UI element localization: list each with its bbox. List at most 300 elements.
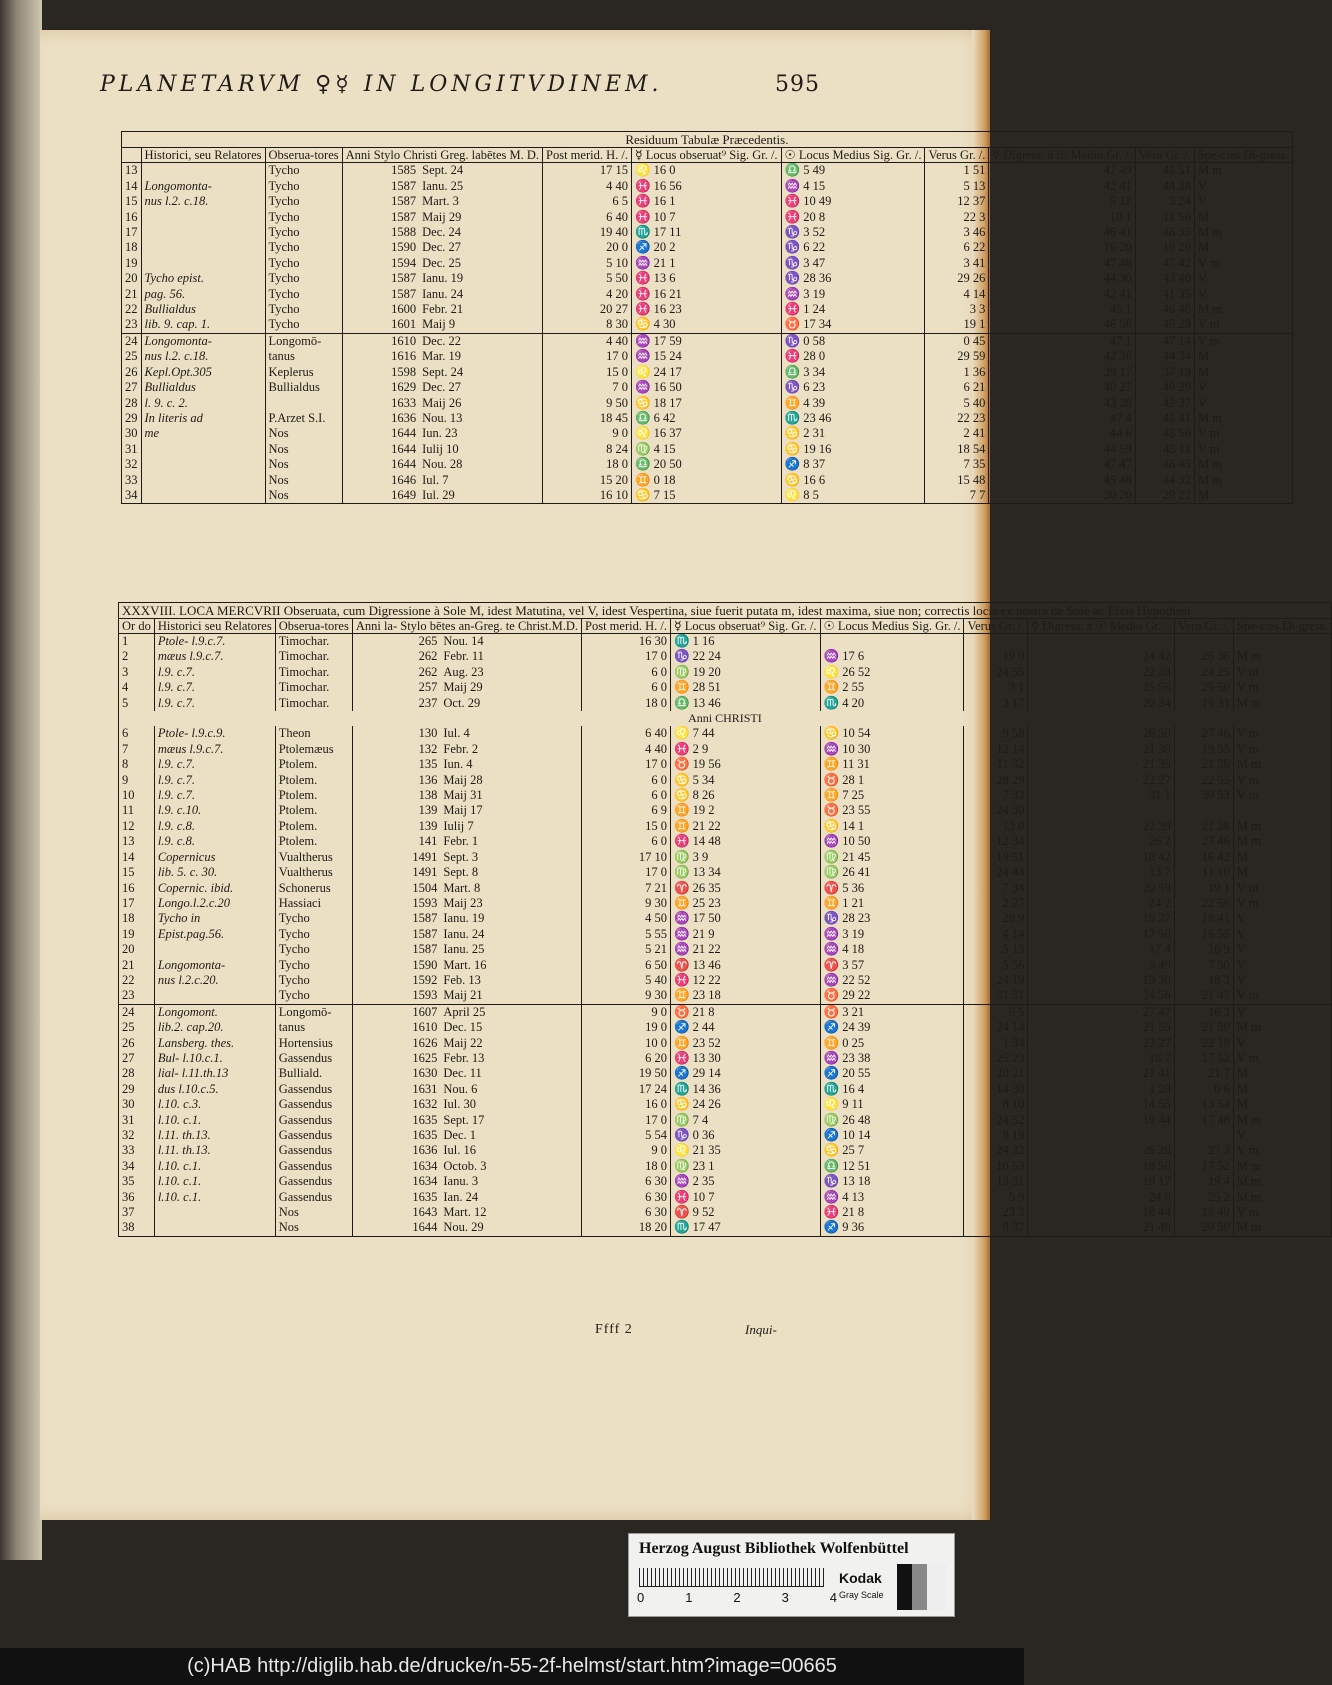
table-row <box>119 1174 1332 1189</box>
table-row <box>119 1205 1332 1220</box>
table-row <box>119 1143 1332 1158</box>
date-cell: Iul. 7 <box>419 473 542 488</box>
digress-medio-cell: 42 41 <box>989 287 1135 302</box>
observer-cell: Tycho <box>265 210 342 225</box>
row-number-cell: 22 <box>122 302 142 317</box>
locus-observed-cell: ♓ 16 21 <box>631 287 781 302</box>
date-cell: Ianu. 19 <box>419 271 542 286</box>
observer-cell: Nos <box>275 1205 352 1220</box>
time-cell: 9 30 <box>582 896 671 911</box>
time-cell: 6 9 <box>582 803 671 818</box>
locus-medius-cell: ♏ 4 20 <box>820 696 964 711</box>
digress-medio-cell: 44 6 <box>989 426 1135 441</box>
date-cell: Maij 17 <box>440 803 581 818</box>
species-cell: M m <box>1197 225 1222 240</box>
species-cell: V m <box>1194 333 1292 349</box>
digress-medio-cell: 31 1 <box>1028 788 1174 803</box>
locus-medius-cell: ♐ 20 55 <box>820 1066 964 1081</box>
observer-cell: Timochar. <box>275 680 352 695</box>
locus-medius-cell: ♓ 10 49 <box>781 194 925 209</box>
historian-cell: dus l.10.c.5. <box>154 1082 275 1097</box>
year-cell: 262 <box>418 649 438 664</box>
time-cell: 6 30 <box>582 1190 671 1205</box>
locus-medius-cell: ♓ 1 24 <box>781 302 925 317</box>
row-number-cell: 31 <box>122 442 142 457</box>
locus-medius-cell: ♑ 0 58 <box>781 333 925 349</box>
time-cell: 8 30 <box>543 317 632 333</box>
observer-cell: Gassendus <box>275 1159 352 1174</box>
digress-vero-cell: 27 46 <box>1174 834 1233 849</box>
locus-verus-cell: 24 14 <box>964 1020 1028 1035</box>
locus-medius-cell: ♍ 26 41 <box>820 865 964 880</box>
digress-medio-cell: 21 49 <box>1028 1220 1174 1236</box>
time-cell: 18 0 <box>582 696 671 711</box>
locus-verus-cell: 28 29 <box>964 773 1028 788</box>
species-cell: M m <box>1197 472 1222 487</box>
table-row <box>122 349 1293 364</box>
locus-observed-cell: ♒ 16 50 <box>631 380 781 395</box>
locus-verus-cell: 3 1 <box>964 680 1028 695</box>
year-cell: 141 <box>418 834 438 849</box>
historian-cell: l.10. c.3. <box>154 1097 275 1112</box>
locus-medius-cell: ♊ 11 31 <box>820 757 964 772</box>
time-cell: 20 27 <box>543 302 632 317</box>
locus-medius-cell: ♋ 14 1 <box>820 819 964 834</box>
row-number-cell: 22 <box>119 973 155 988</box>
date-cell: Febr. 11 <box>440 649 581 664</box>
scale-ruler <box>639 1568 824 1587</box>
time-cell: 15 20 <box>543 473 632 488</box>
historian-cell: Longomonta- <box>154 958 275 973</box>
time-cell: 6 20 <box>582 1051 671 1066</box>
species-cell: V m <box>1236 988 1259 1003</box>
header-hist: Historici, seu Relatores <box>141 148 265 163</box>
table-row <box>119 788 1332 803</box>
row-number-cell: 16 <box>122 210 142 225</box>
date-cell: Octob. 3 <box>440 1159 581 1174</box>
date-cell: Ian. 24 <box>440 1190 581 1205</box>
locus-medius-cell: ♎ 12 51 <box>820 1159 964 1174</box>
digress-vero-cell: 16 49 <box>1174 1205 1233 1220</box>
species-cell: V m <box>1236 788 1259 803</box>
time-cell: 4 20 <box>543 287 632 302</box>
locus-medius-cell: ♊ 4 39 <box>781 396 925 411</box>
observer-cell: Hassiaci <box>275 896 352 911</box>
date-cell: Mart. 16 <box>440 958 581 973</box>
observer-cell: Schonerus <box>275 881 352 896</box>
digress-vero-cell <box>1174 803 1233 818</box>
species-cell: M <box>1197 487 1209 502</box>
digress-vero-cell: 44 34 <box>1135 349 1194 364</box>
table-row <box>119 1128 1332 1143</box>
library-name: Herzog August Bibliothek Wolfenbüttel <box>639 1540 909 1557</box>
time-cell: 17 10 <box>582 850 671 865</box>
table-row <box>119 665 1332 680</box>
kodak-logo: Kodak <box>839 1570 882 1586</box>
locus-observed-cell: ♈ 9 52 <box>670 1205 820 1220</box>
table-row <box>122 411 1293 426</box>
locus-medius-cell: ♍ 21 45 <box>820 850 964 865</box>
table-row <box>122 442 1293 457</box>
table-row <box>119 988 1332 1004</box>
year-cell: 139 <box>418 803 438 818</box>
locus-medius-cell: ♐ 8 37 <box>781 457 925 472</box>
observer-cell: Ptolem. <box>275 834 352 849</box>
date-cell: Ianu. 19 <box>440 911 581 926</box>
locus-medius-cell: ♋ 19 16 <box>781 442 925 457</box>
locus-observed-cell: ♑ 22 24 <box>670 649 820 664</box>
table-row <box>122 163 1293 179</box>
locus-observed-cell: ♉ 21 8 <box>670 1004 820 1020</box>
digress-vero-cell: 19 31 <box>1174 696 1233 711</box>
historian-cell <box>141 473 265 488</box>
locus-verus-cell: 5 9 <box>964 1190 1028 1205</box>
digress-medio-cell: 26 2 <box>1028 834 1174 849</box>
table-row <box>122 426 1293 441</box>
species-cell: V <box>1236 926 1246 941</box>
year-cell: 1504 <box>412 880 438 895</box>
year-cell: 262 <box>418 664 438 679</box>
header-locus-medius: ☉ Locus Medius Sig. Gr. /. <box>781 148 925 163</box>
date-cell: Nou. 14 <box>440 634 581 650</box>
locus-verus-cell: 24 52 <box>964 1113 1028 1128</box>
locus-verus-cell: 24 44 <box>964 865 1028 880</box>
time-cell: 5 54 <box>582 1128 671 1143</box>
locus-verus-cell: 29 9 <box>964 911 1028 926</box>
library-color-card <box>628 1533 955 1617</box>
table-row <box>122 225 1293 240</box>
digress-vero-cell: 21 7 <box>1174 1066 1233 1081</box>
time-cell: 6 40 <box>543 210 632 225</box>
species-cell: M m <box>1236 1020 1261 1035</box>
table-row <box>119 773 1332 788</box>
gray-scale-swatch <box>897 1564 947 1610</box>
ruler-num: 2 <box>733 1590 741 1605</box>
species-cell: M m <box>1236 818 1261 833</box>
locus-medius-cell: ♒ 10 30 <box>820 742 964 757</box>
digress-vero-cell: 22 18 <box>1174 1036 1233 1051</box>
locus-verus-cell: 19 51 <box>964 850 1028 865</box>
historian-cell: l.11. th.13. <box>154 1128 275 1143</box>
header-anni: Anni Stylo Christi Greg. labētes M. D. <box>342 148 542 163</box>
digress-medio-cell: 25 56 <box>1028 680 1174 695</box>
historian-cell: Lansberg. thes. <box>154 1036 275 1051</box>
observer-cell: Tycho <box>265 256 342 271</box>
table2-body-bc <box>119 634 1332 712</box>
species-cell: V m <box>1236 1143 1259 1158</box>
locus-observed-cell: ♓ 13 30 <box>670 1051 820 1066</box>
digress-vero-cell: 44 38 <box>1135 179 1194 194</box>
locus-verus-cell: 7 7 <box>925 488 989 504</box>
locus-observed-cell: ♌ 16 0 <box>631 163 781 179</box>
locus-medius-cell: ♓ 28 0 <box>781 349 925 364</box>
digress-medio-cell: 22 27 <box>1028 773 1174 788</box>
time-cell: 18 20 <box>582 1220 671 1236</box>
table-row <box>119 696 1332 711</box>
digress-medio-cell: 47 1 <box>989 333 1135 349</box>
table-loca-mercurii <box>118 602 1332 1237</box>
locus-medius-cell: ♑ 28 36 <box>781 271 925 286</box>
species-cell: V m <box>1197 255 1220 270</box>
year-cell: 1625 <box>412 1050 438 1065</box>
species-cell: V m <box>1197 426 1220 441</box>
year-cell: 1587 <box>391 271 417 286</box>
locus-observed-cell: ♋ 24 26 <box>670 1097 820 1112</box>
header-ordo: Or do <box>119 619 155 634</box>
time-cell: 6 0 <box>582 834 671 849</box>
species-cell: V m <box>1236 741 1259 756</box>
species-cell: M <box>1197 209 1209 224</box>
digress-medio-cell: 43 38 <box>989 396 1135 411</box>
historian-cell: l.9. c.8. <box>154 819 275 834</box>
locus-medius-cell: ♒ 4 15 <box>781 179 925 194</box>
observer-cell: Tycho <box>275 927 352 942</box>
time-cell: 16 10 <box>543 488 632 504</box>
locus-verus-cell: 1 51 <box>925 163 989 179</box>
locus-observed-cell: ♊ 19 2 <box>670 803 820 818</box>
date-cell: Dec. 15 <box>440 1020 581 1035</box>
table-row <box>119 896 1332 911</box>
date-cell: Sept. 24 <box>419 163 542 179</box>
date-cell: Maij 23 <box>440 896 581 911</box>
running-head-title: PLANETARVM ♀☿ IN LONGITVDINEM. <box>100 72 663 97</box>
historian-cell: Epist.pag.56. <box>154 927 275 942</box>
observer-cell: Longomō- <box>265 333 342 349</box>
year-cell: 1635 <box>412 1112 438 1127</box>
row-number-cell: 38 <box>119 1220 155 1236</box>
locus-verus-cell: 6 21 <box>925 380 989 395</box>
observer-cell: Gassendus <box>275 1051 352 1066</box>
digress-medio-cell: 18 44 <box>1028 1205 1174 1220</box>
date-cell: Febr. 1 <box>440 834 581 849</box>
species-cell: M m <box>1197 163 1222 178</box>
observer-cell: Tycho <box>265 317 342 333</box>
species-cell: V <box>1197 380 1207 395</box>
ruler-numbers <box>637 1590 837 1605</box>
date-cell: Febr. 13 <box>440 1051 581 1066</box>
row-number-cell: 10 <box>119 788 155 803</box>
table-row <box>119 911 1332 926</box>
date-cell: Ianu. 25 <box>419 179 542 194</box>
time-cell: 8 24 <box>543 442 632 457</box>
locus-verus-cell: 19 1 <box>925 317 989 333</box>
digress-vero-cell: 3 24 <box>1135 194 1194 209</box>
time-cell: 17 0 <box>582 649 671 664</box>
locus-observed-cell: ♏ 1 16 <box>670 634 820 650</box>
historian-cell: l.10. c.1. <box>154 1190 275 1205</box>
historian-cell: lib. 5. c. 30. <box>154 865 275 880</box>
locus-medius-cell: ♋ 2 31 <box>781 426 925 441</box>
table-row <box>119 958 1332 973</box>
locus-medius-cell: ♎ 5 49 <box>781 163 925 179</box>
year-cell: 136 <box>418 772 438 787</box>
species-cell: M m <box>1197 410 1222 425</box>
locus-verus-cell: 3 41 <box>925 256 989 271</box>
table1-body <box>122 163 1293 504</box>
time-cell: 6 50 <box>582 958 671 973</box>
locus-medius-cell: ♏ 16 4 <box>820 1082 964 1097</box>
row-number-cell: 36 <box>119 1190 155 1205</box>
digress-medio-cell: 46 41 <box>989 225 1135 240</box>
digress-medio-cell: 21 35 <box>1028 757 1174 772</box>
historian-cell: Longomonta- <box>141 333 265 349</box>
table-row <box>119 1113 1332 1128</box>
year-cell: 1587 <box>391 209 417 224</box>
historian-cell <box>141 225 265 240</box>
locus-observed-cell: ♍ 3 9 <box>670 850 820 865</box>
observer-cell: Tycho <box>275 988 352 1004</box>
row-number-cell: 34 <box>119 1159 155 1174</box>
observer-cell: Nos <box>265 473 342 488</box>
header-post: Post merid. H. /. <box>582 619 671 634</box>
digress-medio-cell: 30 20 <box>989 488 1135 504</box>
date-cell: Oct. 29 <box>440 696 581 711</box>
locus-verus-cell: 14 30 <box>964 1082 1028 1097</box>
year-cell: 1631 <box>412 1081 438 1096</box>
locus-verus-cell: 1 36 <box>925 365 989 380</box>
locus-verus-cell: 8 10 <box>964 1097 1028 1112</box>
observer-cell: Timochar. <box>275 665 352 680</box>
row-number-cell: 29 <box>119 1082 155 1097</box>
observer-cell: Gassendus <box>275 1143 352 1158</box>
locus-observed-cell: ♎ 6 42 <box>631 411 781 426</box>
digress-medio-cell: 19 30 <box>1028 973 1174 988</box>
table-row <box>119 1097 1332 1112</box>
locus-verus-cell: 1 34 <box>964 1036 1028 1051</box>
species-cell: V <box>1236 942 1246 957</box>
locus-medius-cell: ♊ 0 25 <box>820 1036 964 1051</box>
locus-verus-cell: 13 0 <box>964 819 1028 834</box>
header-locus-medius: ☉ Locus Medius Sig. Gr. /. <box>820 619 964 634</box>
year-cell: 1585 <box>391 163 417 178</box>
locus-observed-cell: ♒ 21 22 <box>670 942 820 957</box>
species-cell: M m <box>1197 302 1222 317</box>
date-cell: Febr. 21 <box>419 302 542 317</box>
locus-observed-cell: ♒ 15 24 <box>631 349 781 364</box>
row-number-cell: 26 <box>122 365 142 380</box>
gray-scale-label: Gray Scale <box>839 1590 884 1600</box>
locus-observed-cell: ♓ 13 6 <box>631 271 781 286</box>
locus-medius-cell: ♌ 8 5 <box>781 488 925 504</box>
historian-cell: Ptole- l.9.c.7. <box>154 634 275 650</box>
year-cell: 1587 <box>412 942 438 957</box>
digress-medio-cell: 1 28 <box>1028 1082 1174 1097</box>
digress-medio-cell: 44 30 <box>989 271 1135 286</box>
date-cell: Ianu. 3 <box>440 1174 581 1189</box>
digress-vero-cell: 19 55 <box>1174 742 1233 757</box>
digress-vero-cell: 24 25 <box>1174 665 1233 680</box>
digress-vero-cell: 16 55 <box>1174 927 1233 942</box>
time-cell: 5 55 <box>582 927 671 942</box>
species-cell: M <box>1236 865 1248 880</box>
table-row <box>122 396 1293 411</box>
historian-cell: Bullialdus <box>141 380 265 395</box>
row-number-cell: 33 <box>119 1143 155 1158</box>
row-number-cell: 8 <box>119 757 155 772</box>
historian-cell: Tycho in <box>154 911 275 926</box>
digress-vero-cell: 19 4 <box>1174 1174 1233 1189</box>
table-row <box>122 380 1293 395</box>
table-row <box>122 302 1293 317</box>
locus-observed-cell: ♓ 16 1 <box>631 194 781 209</box>
locus-observed-cell: ♌ 16 37 <box>631 426 781 441</box>
observer-cell: Tycho <box>265 179 342 194</box>
date-cell: April 25 <box>440 1004 581 1020</box>
locus-verus-cell: 24 55 <box>964 665 1028 680</box>
time-cell: 5 40 <box>582 973 671 988</box>
species-cell: V <box>1236 1128 1246 1142</box>
locus-observed-cell: ♐ 29 14 <box>670 1066 820 1081</box>
row-number-cell: 18 <box>119 911 155 926</box>
locus-medius-cell: ♉ 23 55 <box>820 803 964 818</box>
digress-medio-cell: 47 48 <box>989 256 1135 271</box>
table-row <box>122 271 1293 286</box>
locus-verus-cell: 5 13 <box>925 179 989 194</box>
header-anni: Anni la- Stylo bētes an-Greg. te Christ.M.D. <box>352 619 581 634</box>
locus-medius-cell: ♒ 22 52 <box>820 973 964 988</box>
historian-cell <box>141 240 265 255</box>
observer-cell: P.Arzet S.I. <box>265 411 342 426</box>
row-number-cell: 25 <box>119 1020 155 1035</box>
date-cell: Ianu. 25 <box>440 942 581 957</box>
year-cell: 1587 <box>412 911 438 926</box>
historian-cell <box>154 988 275 1004</box>
historian-cell <box>141 457 265 472</box>
date-cell: Iulij 10 <box>419 442 542 457</box>
digress-vero-cell: 26 36 <box>1174 649 1233 664</box>
date-cell: Iul. 30 <box>440 1097 581 1112</box>
locus-verus-cell: 3 17 <box>964 696 1028 711</box>
page-number: 595 <box>775 72 820 97</box>
historian-cell: mæus l.9.c.7. <box>154 742 275 757</box>
time-cell: 19 40 <box>543 225 632 240</box>
locus-medius-cell: ♈ 5 36 <box>820 881 964 896</box>
year-cell: 1598 <box>391 364 417 379</box>
observer-cell: Tycho <box>265 302 342 317</box>
observer-cell: Ptolem. <box>275 788 352 803</box>
historian-cell: lib.2. cap.20. <box>154 1020 275 1035</box>
time-cell: 7 21 <box>582 881 671 896</box>
row-number-cell: 3 <box>119 665 155 680</box>
locus-observed-cell: ♓ 14 48 <box>670 834 820 849</box>
digress-vero-cell: 16 42 <box>1174 850 1233 865</box>
date-cell: Dec. 1 <box>440 1128 581 1143</box>
historian-cell: l.9. c.7. <box>154 773 275 788</box>
locus-observed-cell: ♐ 20 2 <box>631 240 781 255</box>
time-cell: 6 0 <box>582 788 671 803</box>
locus-verus-cell: 5 5 <box>964 1004 1028 1020</box>
locus-medius-cell: ♏ 23 46 <box>781 411 925 426</box>
historian-cell: Longomonta- <box>141 179 265 194</box>
year-cell: 1635 <box>412 1189 438 1204</box>
header-locus-verus: Verus Gr. /. <box>964 619 1028 634</box>
locus-observed-cell: ♊ 23 52 <box>670 1036 820 1051</box>
digress-medio-cell: 26 50 <box>1028 726 1174 741</box>
row-number-cell: 24 <box>119 1004 155 1020</box>
digress-medio-cell: 18 7 <box>1028 1051 1174 1066</box>
locus-observed-cell: ♈ 26 35 <box>670 881 820 896</box>
locus-verus-cell: 7 33 <box>964 788 1028 803</box>
table-row <box>119 1220 1332 1236</box>
date-cell: Ianu. 24 <box>440 927 581 942</box>
locus-medius-cell: ♍ 26 48 <box>820 1113 964 1128</box>
locus-verus-cell: 18 54 <box>925 442 989 457</box>
table-row <box>119 680 1332 695</box>
source-footer: (c)HAB http://diglib.hab.de/drucke/n-55-2f-helmst/start.htm?image=00665 <box>0 1648 1024 1685</box>
historian-cell: nus l.2.c.20. <box>154 973 275 988</box>
row-number-cell: 17 <box>122 225 142 240</box>
locus-medius-cell: ♎ 3 34 <box>781 365 925 380</box>
